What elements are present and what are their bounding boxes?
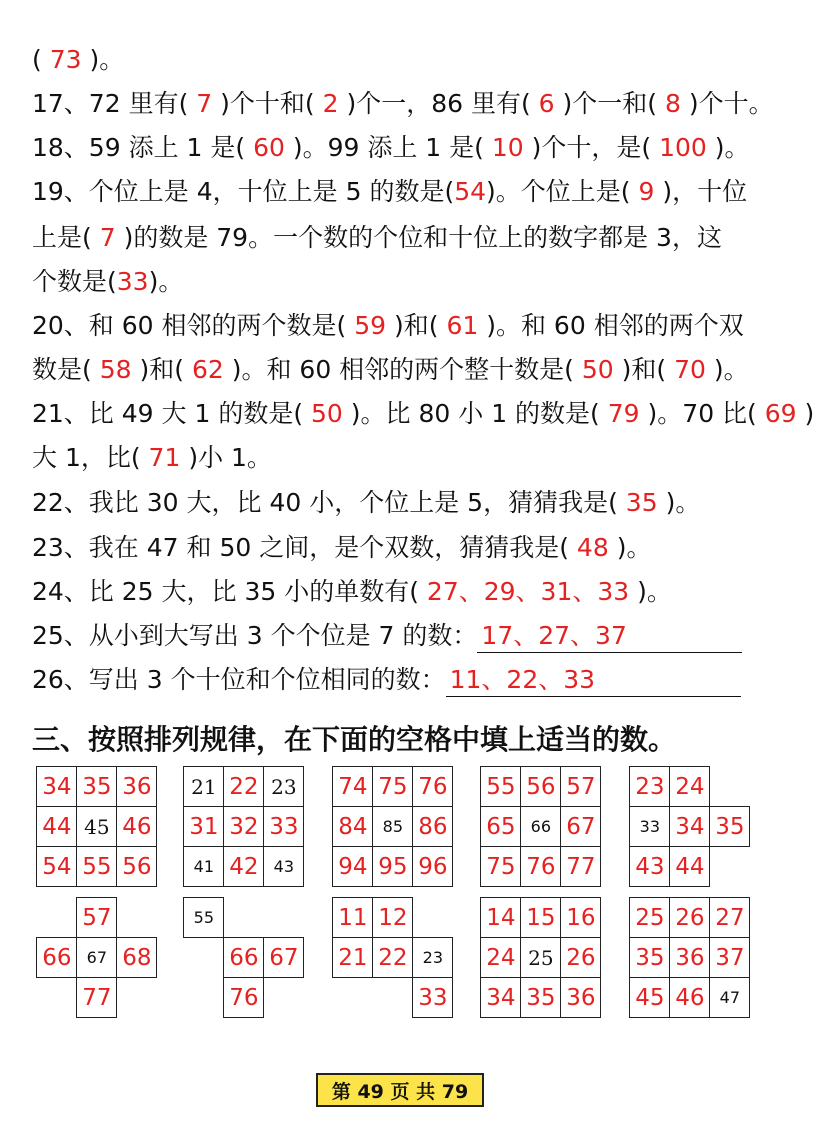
- answer: 69: [756, 399, 805, 428]
- grid-cell: 66: [223, 937, 264, 978]
- question-20-line2: 数是( 58 )和( 62 )。和 60 相邻的两个整十数是( 50 )和( 70 )。: [32, 355, 749, 384]
- grid-cell: 74: [332, 766, 373, 807]
- question-19-line3: 个数是(33)。: [32, 267, 184, 296]
- grid-cell: 34: [480, 977, 521, 1018]
- grid-cell: 43: [263, 846, 304, 887]
- grid-cell: 65: [480, 806, 521, 847]
- grid-cell: 23: [263, 766, 304, 807]
- question-21-line2: 大 1，比( 71 )小 1。: [32, 443, 272, 472]
- answer: 61: [438, 311, 487, 340]
- grid-cell: 86: [412, 806, 453, 847]
- grid-cell: 33: [629, 806, 670, 847]
- answer: 60: [245, 133, 293, 162]
- grid-cell: 77: [76, 977, 117, 1018]
- grid-cell: 36: [560, 977, 601, 1018]
- answer: 50: [573, 355, 622, 384]
- answer: 35: [617, 488, 666, 517]
- grid-cell: 21: [332, 937, 373, 978]
- section-3-heading: 三、按照排列规律，在下面的空格中填上适当的数。: [32, 723, 677, 756]
- grid-cell: 36: [116, 766, 157, 807]
- grid-cell: 96: [412, 846, 453, 887]
- grid-cell: 75: [480, 846, 521, 887]
- answer-line: [477, 620, 742, 653]
- grid-cell: 11: [332, 897, 373, 938]
- grid-cell: 33: [263, 806, 304, 847]
- grid-cell: 85: [372, 806, 413, 847]
- answer: 58: [91, 355, 140, 384]
- answer: 71: [140, 443, 189, 472]
- answer: 50: [303, 399, 351, 428]
- grid-cell: 21: [183, 766, 224, 807]
- grid-cell: 47: [709, 977, 750, 1018]
- grid-cell: 35: [520, 977, 561, 1018]
- grid-cell: 55: [76, 846, 117, 887]
- grid-cell: 36: [669, 937, 710, 978]
- grid-cell: 16: [560, 897, 601, 938]
- question-20-line1: 20、和 60 相邻的两个数是( 59 )和( 61 )。和 60 相邻的两个双: [32, 311, 744, 340]
- grid-cell: 26: [560, 937, 601, 978]
- answer: 7: [188, 89, 221, 118]
- answer: 10: [483, 133, 532, 162]
- question-26: 26、写出 3 个十位和个位相同的数： 11、22、33: [32, 664, 741, 697]
- question-24: 24、比 25 大，比 35 小的单数有( 27、29、31、33 )。: [32, 577, 672, 606]
- grid-cell: 45: [629, 977, 670, 1018]
- grid-cell: 22: [223, 766, 264, 807]
- grid-cell: 46: [669, 977, 710, 1018]
- grid-cell: 44: [36, 806, 77, 847]
- grid-cell: 35: [709, 806, 750, 847]
- answer: 9: [630, 177, 663, 206]
- answer: 2: [314, 89, 347, 118]
- grid-cell: 41: [183, 846, 224, 887]
- question-17: 17、72 里有( 7 )个十和( 2 )个一，86 里有( 6 )个一和( 8 )个十。: [32, 89, 774, 118]
- grid-cell: 37: [709, 937, 750, 978]
- grid-cell: 56: [520, 766, 561, 807]
- answer: 59: [346, 311, 394, 340]
- grid-cell: 14: [480, 897, 521, 938]
- grid-cell: 26: [669, 897, 710, 938]
- q16-tail: ( 73 )。: [32, 45, 125, 74]
- question-25: 25、从小到大写出 3 个个位是 7 的数： 17、27、37: [32, 620, 742, 653]
- answer-line: [446, 664, 741, 697]
- grid-cell: 22: [372, 937, 413, 978]
- question-19-line2: 上是( 7 )的数是 79。一个数的个位和十位上的数字都是 3，这: [32, 223, 722, 252]
- grid-cell: 23: [629, 766, 670, 807]
- grid-cell: 66: [520, 806, 561, 847]
- grid-cell: 55: [480, 766, 521, 807]
- grid-cell: 55: [183, 897, 224, 938]
- grid-cell: 15: [520, 897, 561, 938]
- answer: 33: [116, 267, 149, 296]
- answer: 6: [530, 89, 563, 118]
- question-22: 22、我比 30 大，比 40 小，个位上是 5，猜猜我是( 35 )。: [32, 488, 701, 517]
- answer: 27、29、31、33: [418, 577, 638, 606]
- grid-cell: 33: [412, 977, 453, 1018]
- grid-cell: 54: [36, 846, 77, 887]
- grid-cell: 95: [372, 846, 413, 887]
- answer: 8: [657, 89, 689, 118]
- grid-cell: 24: [669, 766, 710, 807]
- grid-cell: 42: [223, 846, 264, 887]
- grid-cell: 76: [412, 766, 453, 807]
- answer: 62: [184, 355, 232, 384]
- grid-cell: 68: [116, 937, 157, 978]
- answer: 17、27、37: [481, 621, 627, 650]
- grid-cell: 45: [76, 806, 117, 847]
- grid-cell: 57: [76, 897, 117, 938]
- grid-cell: 56: [116, 846, 157, 887]
- grid-cell: 27: [709, 897, 750, 938]
- answer: 100: [651, 133, 715, 162]
- answer: 79: [599, 399, 648, 428]
- grid-cell: 34: [36, 766, 77, 807]
- grid-cell: 34: [669, 806, 710, 847]
- grid-cell: 67: [76, 937, 117, 978]
- grid-cell: 76: [223, 977, 264, 1018]
- grid-cell: 76: [520, 846, 561, 887]
- answer: 11、22、33: [449, 665, 596, 694]
- grid-cell: 75: [372, 766, 413, 807]
- answer: 54: [454, 177, 487, 206]
- grid-cell: 32: [223, 806, 264, 847]
- page-footer: 第 49 页 共 79: [316, 1073, 484, 1107]
- grid-cell: 94: [332, 846, 373, 887]
- grid-cell: 43: [629, 846, 670, 887]
- grid-cell: 84: [332, 806, 373, 847]
- question-18: 18、59 添上 1 是( 60 )。99 添上 1 是( 10 )个十，是( 100 )。: [32, 133, 750, 162]
- grid-cell: 25: [629, 897, 670, 938]
- grid-cell: 12: [372, 897, 413, 938]
- grid-cell: 67: [263, 937, 304, 978]
- grid-cell: 46: [116, 806, 157, 847]
- answer: 7: [91, 223, 124, 252]
- grid-cell: 35: [629, 937, 670, 978]
- grid-cell: 44: [669, 846, 710, 887]
- grid-cell: 66: [36, 937, 77, 978]
- answer: 48: [568, 533, 617, 562]
- grid-cell: 25: [520, 937, 561, 978]
- answer: 70: [666, 355, 714, 384]
- grid-cell: 35: [76, 766, 117, 807]
- grid-cell: 24: [480, 937, 521, 978]
- question-21-line1: 21、比 49 大 1 的数是( 50 )。比 80 小 1 的数是( 79 )。70 比( 69 ): [32, 399, 814, 428]
- grid-cell: 31: [183, 806, 224, 847]
- question-23: 23、我在 47 和 50 之间，是个双数，猜猜我是( 48 )。: [32, 533, 652, 562]
- grid-cell: 23: [412, 937, 453, 978]
- answer: 73: [41, 45, 90, 74]
- grid-cell: 57: [560, 766, 601, 807]
- grid-cell: 77: [560, 846, 601, 887]
- grid-cell: 67: [560, 806, 601, 847]
- question-19-line1: 19、个位上是 4，十位上是 5 的数是(54)。个位上是( 9 )，十位: [32, 177, 748, 206]
